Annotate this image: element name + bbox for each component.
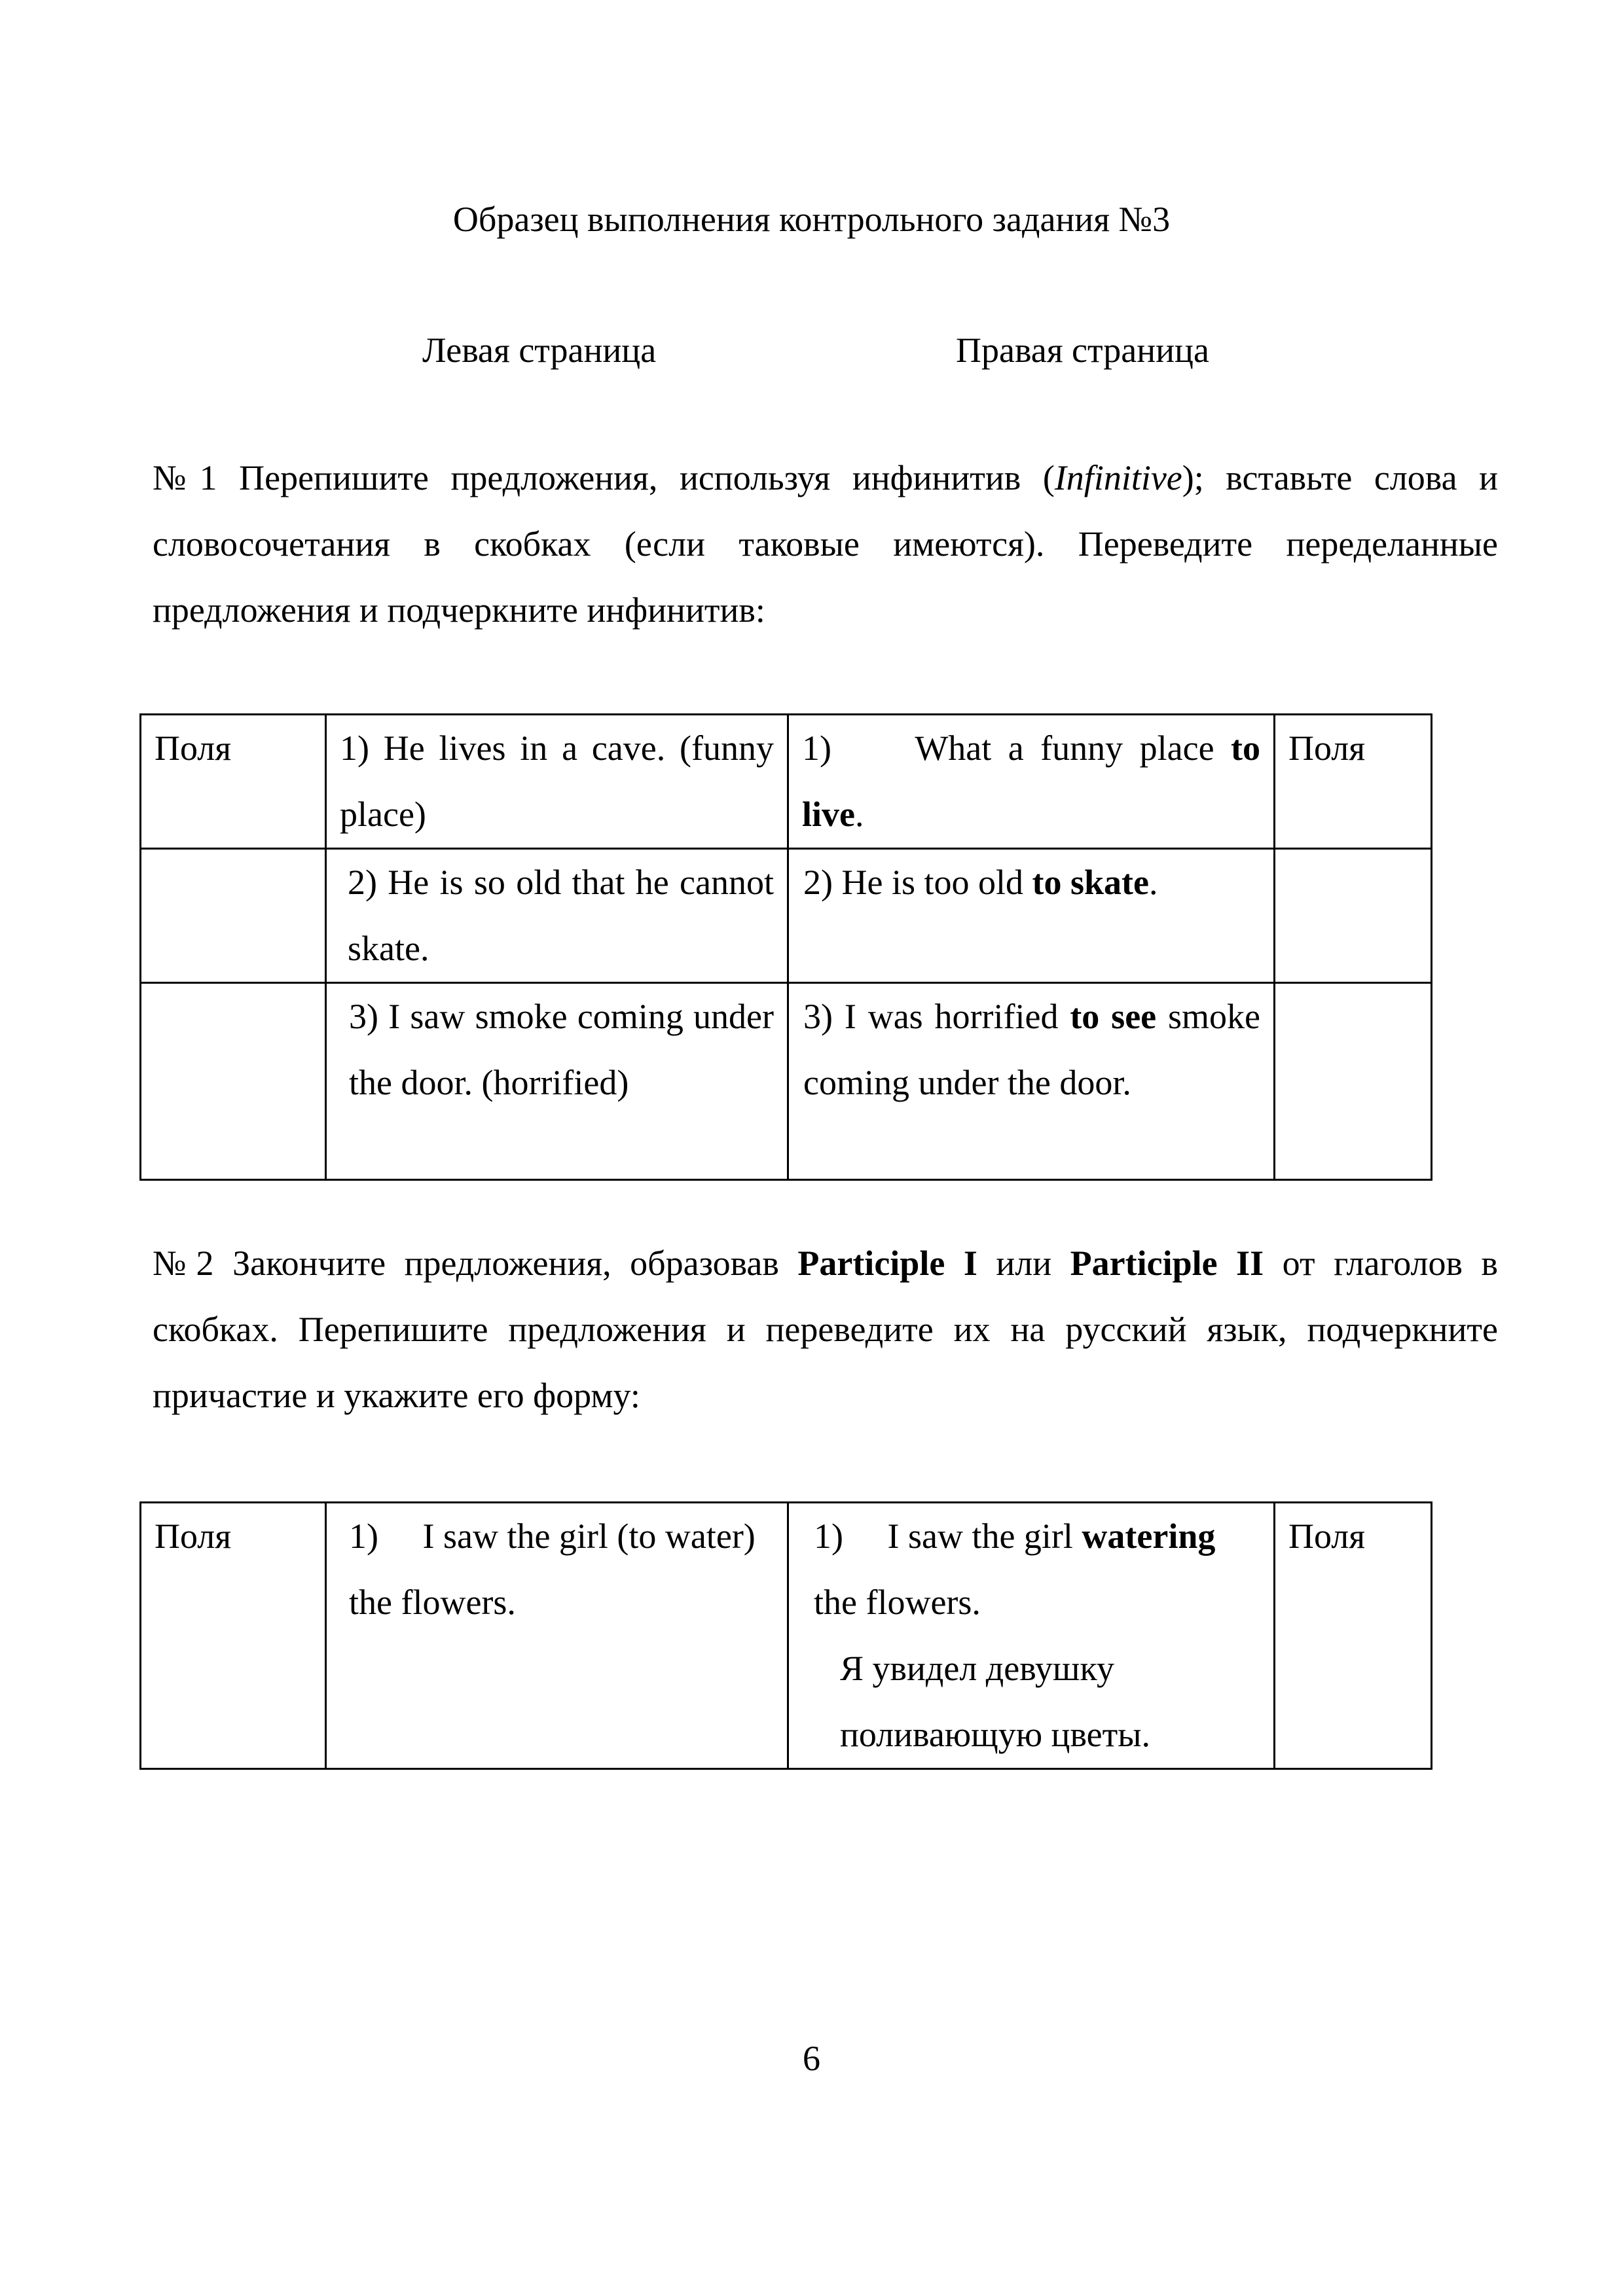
answer-text: 1) What a funny place [802, 728, 1231, 768]
left-page-label: Левая страница [422, 331, 657, 370]
answer-text-end: . [854, 795, 864, 834]
table-row [141, 849, 1432, 983]
task-2-text-3: от глаголов в скобках. Перепишите предложения и переведите их на русский язык, подчеркните причастие и укажите его форму: [153, 1244, 1498, 1415]
translation-line-1: Я увидел девушку [840, 1649, 1114, 1688]
page-title: Образец выполнения контрольного задания №3 [452, 200, 1171, 239]
left-margin-cell [141, 983, 326, 1180]
right-margin-cell [1275, 1503, 1432, 1769]
margin-label: Поля [1288, 1516, 1366, 1556]
source-sentence-cell [326, 1503, 788, 1769]
source-sentence-cell [326, 983, 788, 1180]
answer-participle: watering [1082, 1516, 1216, 1556]
answer-infinitive: to skate [1032, 863, 1149, 902]
answer-text: 3) I was horrified [803, 997, 1070, 1036]
table-row [141, 715, 1432, 849]
source-sentence: 2) He is so old that he cannot skate. [348, 863, 774, 968]
answer-text: 1) I saw the girl [814, 1516, 1082, 1556]
source-sentence-cell [326, 715, 788, 849]
source-sentence: 1) I saw the girl (to water) the flowers. [349, 1516, 756, 1622]
source-sentence-cell [326, 849, 788, 983]
margin-label: Поля [155, 1516, 232, 1556]
answer-cell [788, 849, 1275, 983]
task-1-table [139, 713, 1432, 1181]
task-2-instructions [153, 1230, 1498, 1429]
right-margin-cell [1275, 983, 1432, 1180]
margin-label: Поля [1288, 728, 1366, 768]
task-2-table [139, 1501, 1432, 1770]
table-row [141, 1503, 1432, 1769]
answer-text-end: . [1148, 863, 1158, 902]
left-margin-cell [141, 849, 326, 983]
task-1-text-before: №1 Перепишите предложения, используя инфинитив ( [153, 458, 1055, 497]
left-margin-cell [141, 1503, 326, 1769]
answer-infinitive: to see [1070, 997, 1157, 1036]
source-sentence: 3) I saw smoke coming under the door. (horrified) [349, 997, 774, 1102]
source-sentence: 1) He lives in a cave. (funny place) [340, 728, 774, 834]
page-number: 6 [803, 2039, 820, 2078]
answer-infinitive: to live [802, 728, 1260, 834]
participle-ii-term: Participle II [1070, 1244, 1264, 1283]
right-margin-cell [1275, 715, 1432, 849]
task-1-emphasis: Infinitive [1054, 458, 1182, 497]
answer-cell [788, 1503, 1275, 1769]
right-page-label: Правая страница [956, 331, 1209, 370]
answer-text: 2) He is too old [803, 863, 1032, 902]
answer-cell [788, 715, 1275, 849]
task-1-instructions [153, 445, 1498, 643]
margin-label: Поля [155, 728, 232, 768]
participle-i-term: Participle I [797, 1244, 977, 1283]
table-row [141, 983, 1432, 1180]
right-margin-cell [1275, 849, 1432, 983]
answer-cell [788, 983, 1275, 1180]
answer-text-end: the flowers. [814, 1583, 981, 1622]
translation-line-2: поливающую цветы. [840, 1715, 1150, 1754]
task-2-text-1: №2 Закончите предложения, образовав [153, 1244, 798, 1283]
task-1-text-after: ); вставьте слова и словосочетания в скобках (если таковые имеются). Переведите переделанные предложения и подчеркните инфинитив: [153, 458, 1498, 630]
task-2-text-2: или [977, 1244, 1070, 1283]
answer-text-end: smoke coming under the door. [803, 997, 1260, 1102]
left-margin-cell [141, 715, 326, 849]
